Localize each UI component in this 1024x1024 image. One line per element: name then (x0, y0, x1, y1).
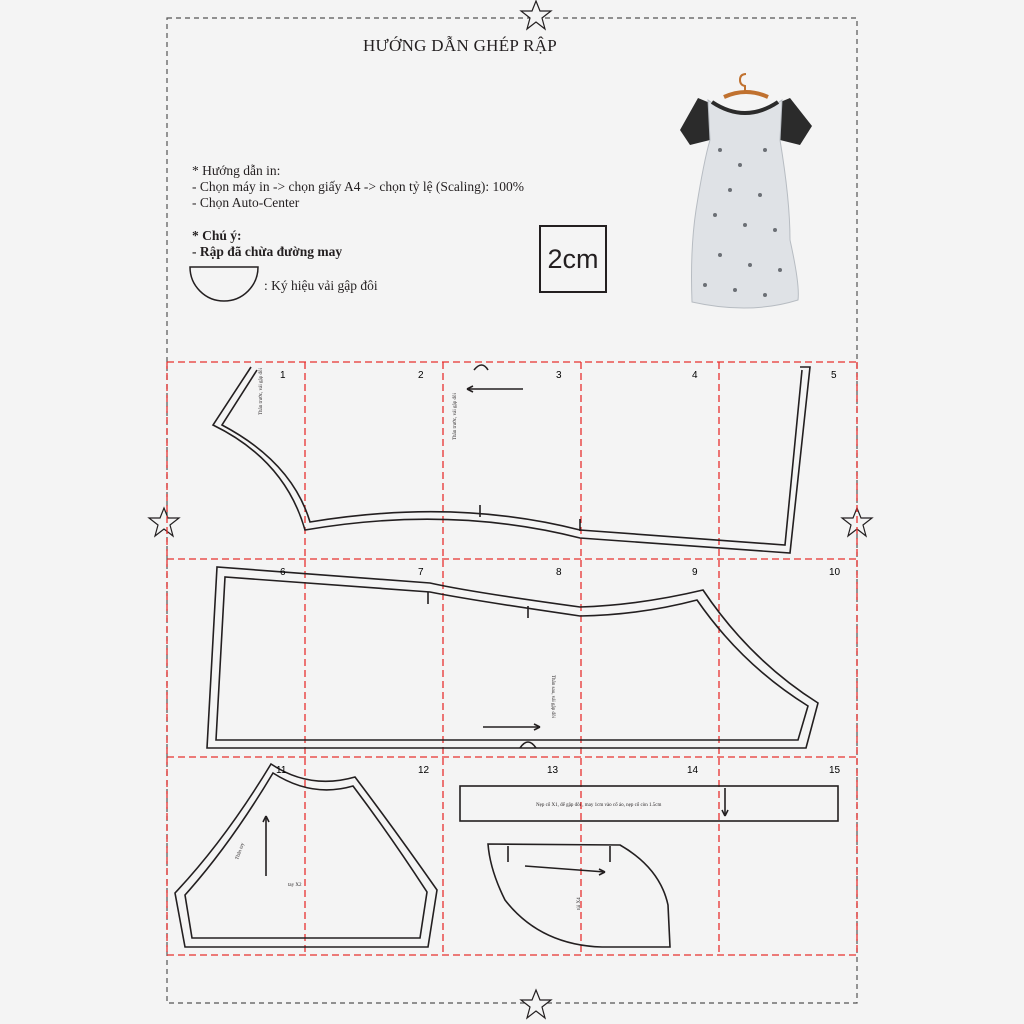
front-piece-label: Thân trước, vải gập đôi (453, 393, 458, 440)
star-icon-left (149, 508, 179, 536)
page-number: 4 (692, 370, 698, 381)
print-instructions-heading: * Hướng dẫn in: (192, 163, 281, 178)
page-number: 9 (692, 567, 698, 578)
page-number: 13 (547, 765, 559, 776)
tile-grid (167, 362, 857, 955)
page-number: 15 (829, 765, 841, 776)
page-number: 3 (556, 370, 562, 381)
front-neck-note: Thân trước, vải gập đôi (259, 368, 264, 415)
note-heading: * Chú ý: (192, 228, 242, 243)
page-title: HƯỚNG DẪN GHÉP RẬP (362, 36, 558, 55)
page-number: 11 (276, 765, 287, 776)
note-block (192, 228, 342, 260)
sleeve-qty-label: tay X2 (288, 883, 302, 888)
page-number: 10 (829, 567, 841, 578)
print-instruction-line: - Chọn Auto-Center (192, 195, 300, 210)
sleeve-piece-label: Thân tay (235, 842, 246, 861)
pocket-piece (488, 844, 670, 947)
page-number: 8 (556, 567, 562, 578)
dress-illustration (680, 74, 812, 308)
note-line: - Rập đã chừa đường may (192, 244, 343, 259)
page-number: 7 (418, 567, 424, 578)
page-number: 5 (831, 370, 837, 381)
fold-symbol-label: : Ký hiệu vải gập đôi (264, 278, 378, 293)
page-number: 2 (418, 370, 424, 381)
fold-symbol-icon (190, 267, 258, 301)
sleeve-piece (175, 764, 437, 947)
page-number: 1 (280, 370, 286, 381)
print-instruction-line: - Chọn máy in -> chọn giấy A4 -> chọn tỷ lệ (Scaling): 100% (192, 179, 525, 194)
pocket-label: túi X4 (577, 897, 582, 910)
print-instructions (192, 163, 524, 211)
page-number: 14 (687, 765, 699, 776)
neckband-label: Nẹp cổ X1, để gập đôi , may 1cm vào cổ áo, nẹp cổ còn 1.5cm (536, 803, 662, 808)
front-piece (213, 365, 810, 553)
back-piece-label: Thân sau, vải gập đôi (550, 675, 555, 718)
star-icon-bottom (521, 990, 551, 1018)
page-number: 6 (280, 567, 286, 578)
scale-box: 2cm (539, 225, 607, 293)
back-piece (207, 567, 818, 748)
star-icon-top (521, 1, 551, 29)
page-number: 12 (418, 765, 430, 776)
